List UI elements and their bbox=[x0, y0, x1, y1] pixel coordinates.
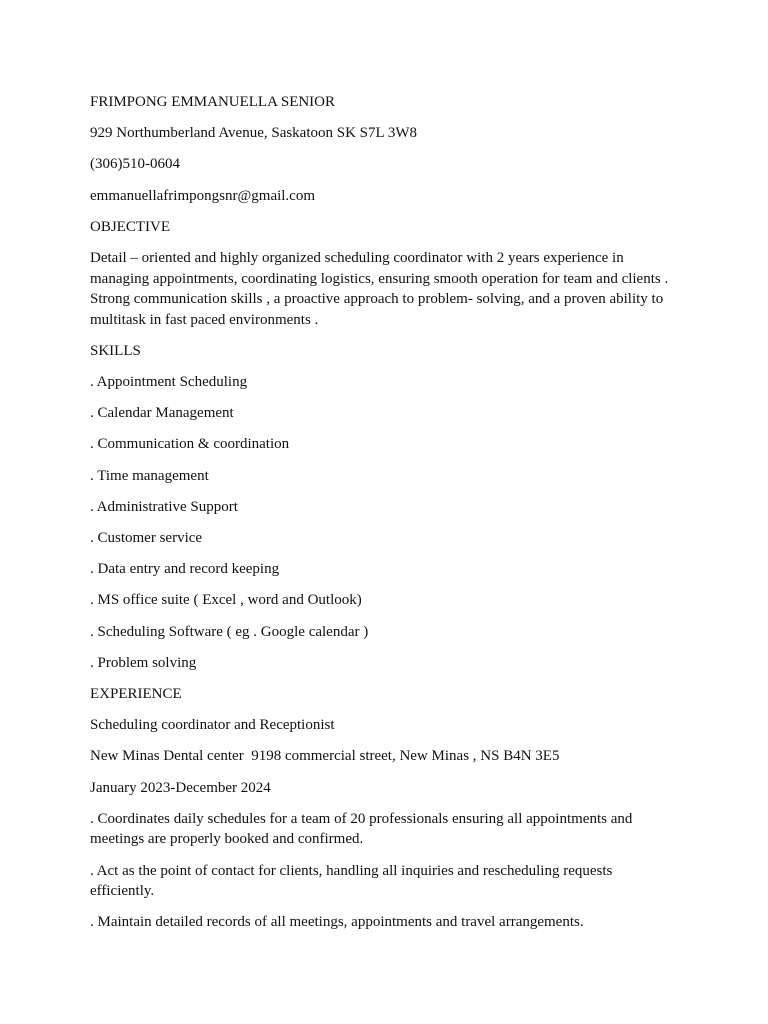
applicant-name: FRIMPONG EMMANUELLA SENIOR bbox=[90, 94, 336, 110]
applicant-phone: (306)510-0604 bbox=[90, 156, 180, 173]
duty-item: . Coordinates daily schedules for a team of 20 professionals ensuring all appointments and meetings are properly booked and confirmed. bbox=[90, 810, 633, 848]
skill-item: . Time management bbox=[90, 467, 209, 484]
skill-item: . Administrative Support bbox=[90, 498, 238, 515]
employer-info: New Minas Dental center 9198 commercial street, New Minas , NS B4N 3E5 bbox=[90, 748, 560, 765]
skill-item: . Appointment Scheduling bbox=[90, 374, 248, 391]
skill-item: . MS office suite ( Excel , word and Outlook) bbox=[90, 592, 362, 609]
skills-heading: SKILLS bbox=[90, 342, 141, 359]
duty-item: . Act as the point of contact for clients, handling all inquiries and rescheduling requests efficiently. bbox=[90, 862, 613, 900]
skill-item: . Problem solving bbox=[90, 654, 197, 671]
skill-item: . Communication & coordination bbox=[90, 436, 290, 453]
applicant-email: emmanuellafrimpongsnr@gmail.com bbox=[90, 187, 316, 204]
duty-item: . Maintain detailed records of all meetings, appointments and travel arrangements. bbox=[90, 914, 584, 931]
resume-document bbox=[90, 92, 678, 943]
skill-item: . Data entry and record keeping bbox=[90, 561, 280, 578]
job-title: Scheduling coordinator and Receptionist bbox=[90, 717, 335, 734]
objective-text: Detail – oriented and highly organized scheduling coordinator with 2 years experience in managing appointments, coordinating logistics, ensuring smooth operation for team and clients . Strong communication skills , a proactive approach to problem- solving, and a proven ability to multitask in fast paced environments . bbox=[90, 249, 669, 328]
skill-item: . Scheduling Software ( eg . Google calendar ) bbox=[90, 623, 369, 640]
applicant-address: 929 Northumberland Avenue, Saskatoon SK S7L 3W8 bbox=[90, 125, 418, 142]
skill-item: . Customer service bbox=[90, 530, 203, 547]
objective-heading: OBJECTIVE bbox=[90, 218, 170, 235]
experience-heading: EXPERIENCE bbox=[90, 685, 182, 702]
employment-dates: January 2023-December 2024 bbox=[90, 779, 271, 796]
skill-item: . Calendar Management bbox=[90, 405, 234, 422]
